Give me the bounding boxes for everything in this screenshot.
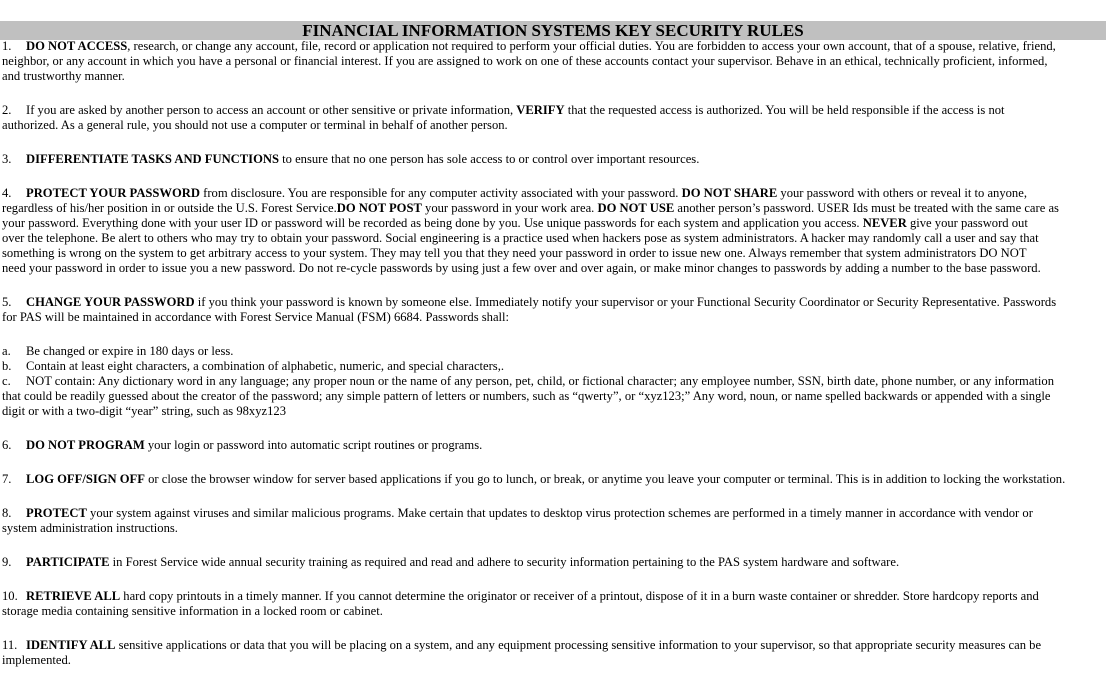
rule-line [2, 506, 1106, 521]
rule-number: 2. [2, 103, 12, 117]
rule-text: from disclosure. You are responsible for any computer activity associated with your password. [200, 186, 682, 200]
rule-number: c. [2, 374, 11, 388]
rule-line [2, 374, 1106, 389]
rule-line [2, 404, 1106, 419]
rule-text: If you are asked by another person to access an account or other sensitive or private information, [26, 103, 517, 117]
rule-number: 5. [2, 295, 12, 309]
rule-emphasis: DO NOT ACCESS [26, 39, 128, 53]
rule-text: or close the browser window for server based applications if you go to lunch, or break, or anytime you leave your computer or terminal. This is in addition to locking the workstation. [144, 472, 1066, 486]
rule-number: 4. [2, 186, 12, 200]
rule-line [2, 118, 1106, 133]
rule-text: your system against viruses and similar malicious programs. Make certain that updates to desktop virus protection schemes are performed in a timely manner in accordance with vendor or [86, 506, 1033, 520]
rule-line [2, 103, 1106, 118]
rule-emphasis: VERIFY [516, 103, 565, 117]
rule-number: 7. [2, 472, 12, 486]
rule-text: that the requested access is authorized. You will be held responsible if the access is not [564, 103, 1005, 117]
rule-number: 8. [2, 506, 12, 520]
rule-line [2, 54, 1106, 69]
rule-item [2, 374, 1106, 419]
rule-emphasis: DO NOT SHARE [681, 186, 778, 200]
rule-item [2, 506, 1106, 536]
rule-item [2, 152, 1106, 167]
rule-emphasis: LOG OFF/SIGN OFF [26, 472, 145, 486]
rule-item [2, 555, 1106, 570]
rule-line [2, 472, 1106, 487]
rule-number: 6. [2, 438, 12, 452]
rule-number: 1. [2, 39, 12, 53]
rule-number: 9. [2, 555, 12, 569]
rule-line [2, 231, 1106, 246]
rule-line [2, 589, 1106, 604]
rule-line [2, 261, 1106, 276]
rule-emphasis: NEVER [862, 216, 907, 230]
rule-number: 10. [2, 589, 18, 603]
rule-item [2, 359, 1106, 374]
rule-line [2, 389, 1106, 404]
rule-text: hard copy printouts in a timely manner. If you cannot determine the originator or receiver of a printout, dispose of it in a burn waste container or shredder. Store hardcopy reports and [120, 589, 1039, 603]
rule-item [2, 589, 1106, 619]
rule-text: system administration instructions. [2, 521, 178, 535]
rule-emphasis: PARTICIPATE [26, 555, 110, 569]
rule-number: 3. [2, 152, 12, 166]
rule-text: your password in your work area. [421, 201, 598, 215]
rule-emphasis: DIFFERENTIATE TASKS AND FUNCTIONS [26, 152, 279, 166]
rule-text: your password. Everything done with your user ID or password will be recorded as being done by you. Use unique passwords for each system and application you access. [2, 216, 863, 230]
document-title: FINANCIAL INFORMATION SYSTEMS KEY SECURITY RULES [0, 21, 1106, 40]
rule-text: Be changed or expire in 180 days or less. [26, 344, 234, 358]
rule-item [2, 103, 1106, 133]
rule-line [2, 152, 1106, 167]
rule-item [2, 186, 1106, 276]
rule-text: give your password out [906, 216, 1028, 230]
rule-line [2, 555, 1106, 570]
rule-text: your password with others or reveal it to anyone, [777, 186, 1027, 200]
rule-line [2, 604, 1106, 619]
rule-emphasis: RETRIEVE ALL [26, 589, 121, 603]
rule-line [2, 638, 1106, 653]
rule-emphasis: DO NOT USE [597, 201, 675, 215]
rule-line [2, 653, 1106, 668]
rule-item [2, 438, 1106, 453]
rule-line [2, 310, 1106, 325]
rule-line [2, 359, 1106, 374]
rule-item [2, 472, 1106, 487]
rule-text: NOT contain: Any dictionary word in any language; any proper noun or the name of any person, pet, child, or fictional character; any employee number, SSN, birth date, phone number, or any information [26, 374, 1055, 388]
rule-emphasis: DO NOT POST [336, 201, 422, 215]
rule-number: a. [2, 344, 11, 358]
rule-emphasis: CHANGE YOUR PASSWORD [26, 295, 195, 309]
rule-emphasis: DO NOT PROGRAM [26, 438, 145, 452]
rule-line [2, 39, 1106, 54]
rule-number: 11. [2, 638, 18, 652]
rule-item [2, 344, 1106, 359]
rule-text: authorized. As a general rule, you should not use a computer or terminal in behalf of another person. [2, 118, 508, 132]
rule-text: , research, or change any account, file, record or application not required to perform your official duties. You are forbidden to access your own account, that of a spouse, relative, friend, [127, 39, 1056, 53]
rule-line [2, 69, 1106, 84]
rule-line [2, 186, 1106, 201]
rule-line [2, 295, 1106, 310]
rule-line [2, 344, 1106, 359]
rule-text: in Forest Service wide annual security training as required and read and adhere to security information pertaining to the PAS system hardware and software. [109, 555, 900, 569]
rule-emphasis: PROTECT YOUR PASSWORD [26, 186, 200, 200]
rule-item [2, 39, 1106, 84]
rule-text: for PAS will be maintained in accordance with Forest Service Manual (FSM) 6684. Passwords shall: [2, 310, 510, 324]
rule-line [2, 201, 1106, 216]
rule-text: sensitive applications or data that you will be placing on a system, and any equipment processing sensitive information to your supervisor, so that appropriate security measures can be [115, 638, 1042, 652]
rule-text: neighbor, or any account in which you have a personal or financial interest. If you are assigned to work on one of these accounts contact your supervisor. Behave in an ethical, technically proficient, informed, [2, 54, 1048, 68]
rule-text: need your password in order to issue you a new password. Do not re-cycle passwords by using just a few over and over again, or make minor changes to passwords by adding a number to the base password. [2, 261, 1041, 275]
rule-item [2, 638, 1106, 668]
rule-text: storage media containing sensitive information in a locked room or cabinet. [2, 604, 383, 618]
rule-text: your login or password into automatic script routines or programs. [144, 438, 483, 452]
rule-text: and trustworthy manner. [2, 69, 125, 83]
rule-text: another person’s password. USER Ids must be treated with the same care as [674, 201, 1059, 215]
rule-item [2, 295, 1106, 325]
rule-text: Contain at least eight characters, a combination of alphabetic, numeric, and special characters,. [26, 359, 505, 373]
rule-text: digit or with a two-digit “year” string, such as 98xyz123 [2, 404, 286, 418]
rule-emphasis: IDENTIFY ALL [26, 638, 116, 652]
rules-list [2, 39, 1106, 687]
rule-text: something is wrong on the system to get arbitrary access to your system. They may tell you that they need your password in order to issue new one. Always remember that system administrators DO NOT [2, 246, 1027, 260]
rule-number: b. [2, 359, 12, 373]
rule-emphasis: PROTECT [26, 506, 87, 520]
rule-text: implemented. [2, 653, 71, 667]
rule-text: if you think your password is known by someone else. Immediately notify your supervisor or your Functional Security Coordinator or Security Representative. Passwords [194, 295, 1057, 309]
rule-line [2, 246, 1106, 261]
rule-text: regardless of his/her position in or outside the U.S. Forest Service. [2, 201, 337, 215]
rule-line [2, 438, 1106, 453]
rule-line [2, 216, 1106, 231]
rule-text: to ensure that no one person has sole access to or control over important resources. [278, 152, 700, 166]
rule-text: that could be readily guessed about the creator of the password; any simple pattern of letters or numbers, such as “qwerty”, or “xyz123;” Any word, noun, or name spelled backwards or appended with a single [2, 389, 1051, 403]
rule-text: over the telephone. Be alert to others who may try to obtain your password. Social engineering is a practice used when hackers pose as system administrators. A hacker may randomly call a user and say that [2, 231, 1039, 245]
rule-line [2, 521, 1106, 536]
